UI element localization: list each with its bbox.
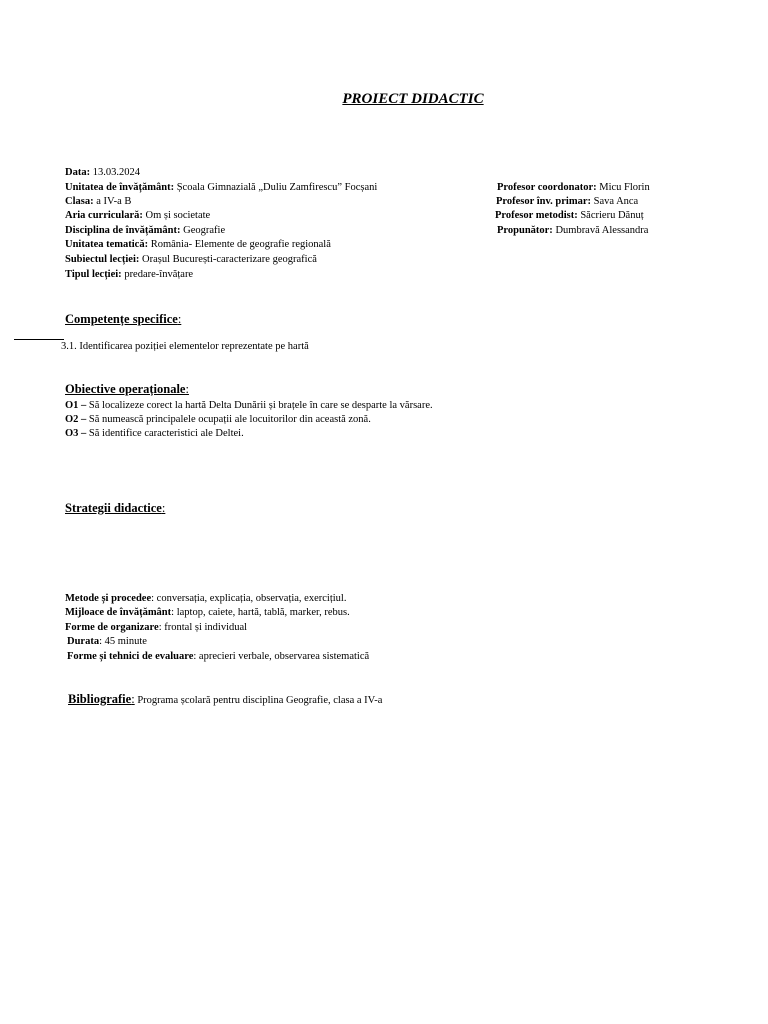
- strategy-value: : aprecieri verbale, observarea sistematică: [193, 651, 370, 662]
- info-value: a IV-a B: [96, 196, 132, 207]
- info-discipline: [65, 224, 225, 238]
- info-class: [65, 195, 131, 209]
- strategy-item: [65, 606, 350, 620]
- strategy-label: Forme și tehnici de evaluare: [67, 651, 194, 662]
- section-heading-strategies: [65, 501, 165, 516]
- section-heading-text: Strategii didactice: [65, 501, 162, 515]
- info-date: [65, 166, 140, 180]
- heading-colon: :: [161, 501, 166, 515]
- info-curricular-area: [65, 209, 210, 223]
- section-heading-bibliography: [68, 692, 135, 706]
- info-lesson-subject: [65, 253, 317, 267]
- strategy-label: Metode și procedee: [65, 593, 152, 604]
- info-label: Profesor metodist:: [495, 210, 578, 221]
- info-primary-teacher: [496, 195, 638, 209]
- info-coordinator: [497, 181, 650, 195]
- heading-colon: :: [185, 382, 189, 396]
- info-label: Profesor înv. primar:: [496, 196, 591, 207]
- info-value: Dumbravă Alessandra: [555, 225, 649, 236]
- section-heading-text: Obiective operaționale: [65, 382, 186, 396]
- info-label: Profesor coordonator:: [497, 182, 597, 193]
- bibliography: [68, 692, 382, 707]
- info-label: Clasa:: [65, 196, 94, 207]
- info-label: Unitatea de învățământ:: [65, 182, 175, 193]
- info-thematic-unit: [65, 238, 331, 252]
- info-value: Geografie: [183, 225, 226, 236]
- info-value: predare-învățare: [124, 269, 194, 280]
- strategy-item: [65, 592, 346, 606]
- info-value: Sava Anca: [593, 196, 639, 207]
- section-heading-objectives: [65, 382, 189, 397]
- info-value: România- Elemente de geografie regională: [150, 239, 331, 250]
- objective-text: Să numească principalele ocupații ale locuitorilor din această zonă.: [88, 414, 371, 425]
- page-title: PROIECT DIDACTIC: [342, 91, 484, 107]
- heading-colon: :: [131, 692, 135, 706]
- objective-item: [65, 427, 244, 441]
- info-label: Data:: [65, 167, 91, 178]
- section-heading-text: Bibliografie: [68, 692, 132, 706]
- objective-code: O1 –: [65, 400, 87, 411]
- objective-text: Să localizeze corect la hartă Delta Dunării și brațele în care se desparte la vărsare.: [88, 400, 433, 411]
- strategy-item: [67, 635, 147, 649]
- section-heading-competencies: [65, 312, 181, 327]
- info-proposer: [497, 224, 648, 238]
- strategy-item: [65, 621, 247, 635]
- strategy-item: [67, 650, 369, 664]
- info-label: Aria curriculară:: [65, 210, 143, 221]
- info-school: [65, 181, 377, 195]
- info-value: Școala Gimnazială „Duliu Zamfirescu” Focșani: [176, 182, 378, 193]
- strategy-label: Forme de organizare: [65, 622, 159, 633]
- info-lesson-type: [65, 268, 193, 282]
- objective-code: O2 –: [65, 414, 87, 425]
- info-label: Subiectul lecției:: [65, 254, 140, 265]
- info-value: 13.03.2024: [92, 167, 140, 178]
- strategy-value: : frontal și individual: [158, 622, 248, 633]
- info-value: Săcrieru Dănuț: [580, 210, 644, 221]
- strategy-value: : conversația, explicația, observația, exercițiul.: [151, 593, 347, 604]
- objective-code: O3 –: [65, 428, 87, 439]
- info-value: Micu Florin: [599, 182, 650, 193]
- info-label: Unitatea tematică:: [65, 239, 149, 250]
- divider-line: [14, 339, 64, 340]
- objective-item: [65, 399, 433, 413]
- objective-text: Să identifice caracteristici ale Deltei.: [88, 428, 244, 439]
- objective-item: [65, 413, 371, 427]
- info-label: Disciplina de învățământ:: [65, 225, 181, 236]
- info-label: Propunător:: [497, 225, 553, 236]
- strategy-value: : laptop, caiete, hartă, tablă, marker, rebus.: [171, 607, 350, 618]
- strategy-label: Mijloace de învățământ: [65, 607, 172, 618]
- info-methodist: [495, 209, 644, 223]
- competency-item: 3.1. Identificarea poziției elementelor reprezentate pe hartă: [61, 341, 309, 352]
- info-value: Om și societate: [145, 210, 211, 221]
- strategy-value: : 45 minute: [99, 636, 147, 647]
- info-label: Tipul lecției:: [65, 269, 122, 280]
- info-value: Orașul București-caracterizare geografică: [142, 254, 317, 265]
- strategy-label: Durata: [67, 636, 100, 647]
- bibliography-text: Programa școlară pentru disciplina Geografie, clasa a IV-a: [137, 695, 383, 706]
- heading-colon: :: [177, 312, 182, 326]
- section-heading-text: Competențe specifice: [65, 312, 178, 326]
